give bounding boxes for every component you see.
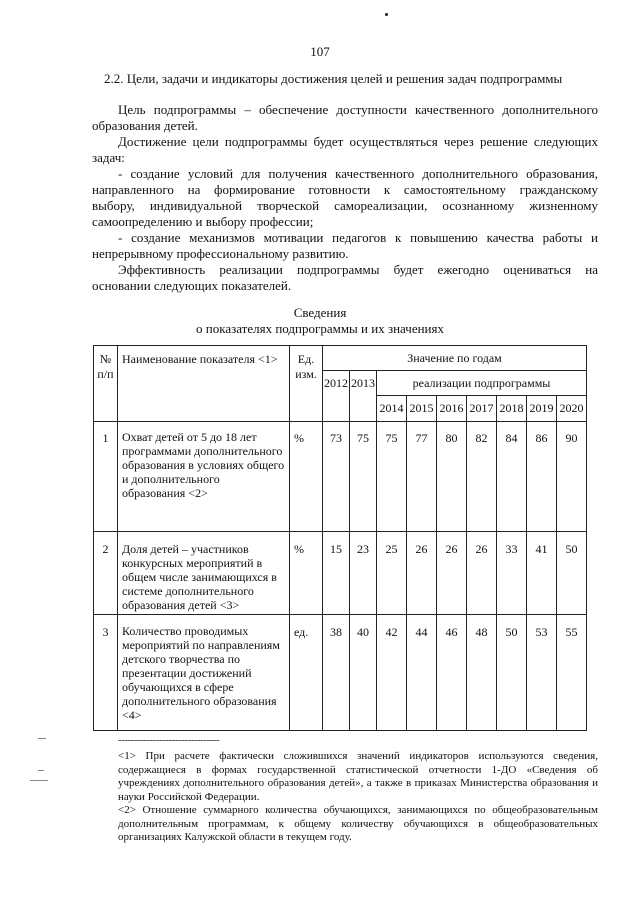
- page-number: 107: [310, 44, 330, 59]
- row-value: 42: [377, 615, 407, 731]
- row-value: 41: [527, 532, 557, 615]
- task1-line-4: самоопределению и выбору профессии;: [92, 214, 314, 229]
- achieve-line-2: задач:: [92, 150, 125, 165]
- header-unit: Ед. изм.: [290, 346, 323, 422]
- row-number: 1: [94, 422, 118, 532]
- table-row: [94, 532, 587, 615]
- row-value: 33: [497, 532, 527, 615]
- table-caption-subtitle: о показателях подпрограммы и их значениях: [196, 321, 444, 336]
- row-value: 77: [407, 422, 437, 532]
- header-year: 2014: [377, 396, 407, 422]
- footnote-2: <2> Отношение суммарного количества обучающихся, занимающихся по общеобразовательным дополнительным программам, к общему количеству обучающихся в общеобразовательных организациях Калужской области в текущем году.: [118, 804, 598, 843]
- row-value: 55: [557, 615, 587, 731]
- row-value: 53: [527, 615, 557, 731]
- row-value: 80: [437, 422, 467, 532]
- row-value: 82: [467, 422, 497, 532]
- row-value: 84: [497, 422, 527, 532]
- row-value: 25: [377, 532, 407, 615]
- effectiveness-line-1: Эффективность реализации подпрограммы будет ежегодно оцениваться на: [118, 262, 598, 277]
- row-value: 48: [467, 615, 497, 731]
- row-value: 38: [323, 615, 350, 731]
- header-year: 2015: [407, 396, 437, 422]
- row-unit: ед.: [290, 615, 323, 731]
- row-indicator-name: Количество проводимых мероприятий по направлениям детского творчества по презентации достижений обучающихся в сфере дополнительного образования <4>: [118, 615, 290, 731]
- table-row: [94, 615, 587, 731]
- goal-line-2: образования детей.: [92, 118, 198, 133]
- scan-mark: [30, 780, 48, 781]
- row-unit: %: [290, 422, 323, 532]
- table-caption-title: Сведения: [293, 305, 347, 320]
- task2-line-1: - создание механизмов мотивации педагогов к повышению качества работы и: [118, 230, 598, 245]
- row-value: 46: [437, 615, 467, 731]
- goal-line-1: Цель подпрограммы – обеспечение доступности качественного дополнительного: [118, 102, 598, 117]
- row-value: 86: [527, 422, 557, 532]
- header-values-by-year: Значение по годам: [323, 346, 587, 371]
- row-value: 26: [437, 532, 467, 615]
- effectiveness-line-2: основании следующих показателей.: [92, 278, 292, 293]
- row-value: 44: [407, 615, 437, 731]
- indicators-table: [93, 345, 587, 731]
- scan-mark: [38, 770, 44, 771]
- row-value: 50: [557, 532, 587, 615]
- header-year: 2016: [437, 396, 467, 422]
- task2-line-2: непрерывному профессиональному развитию.: [92, 246, 349, 261]
- header-year: 2013: [350, 371, 377, 422]
- header-year: 2020: [557, 396, 587, 422]
- row-value: 73: [323, 422, 350, 532]
- row-value: 26: [467, 532, 497, 615]
- header-year: 2018: [497, 396, 527, 422]
- scan-mark: [38, 738, 46, 739]
- footnote-1: <1> При расчете фактически сложившихся значений индикаторов используются сведения, содержащиеся в формах государственной статистической отчетности 1-ДО «Сведения об учреждениях дополнительного образования детей», а также в приказах Министерства образования и науки Российской Федерации.: [118, 750, 598, 803]
- row-value: 90: [557, 422, 587, 532]
- task1-line-1: - создание условий для получения качественного дополнительного образования,: [118, 166, 598, 181]
- header-indicator-name: Наименование показателя <1>: [118, 346, 290, 422]
- header-realization: реализации подпрограммы: [377, 371, 587, 396]
- header-number: № п/п: [94, 346, 118, 422]
- task1-line-2: направленного на формирование готовности к самостоятельному гражданскому: [92, 182, 598, 197]
- row-indicator-name: Доля детей – участников конкурсных мероприятий в общем числе занимающихся в системе дополнительного образования детей <3>: [118, 532, 290, 615]
- row-indicator-name: Охват детей от 5 до 18 лет программами дополнительного образования в условиях общего и дополнительного образования <2>: [118, 422, 290, 532]
- table-row: [94, 422, 587, 532]
- row-value: 40: [350, 615, 377, 731]
- section-heading: 2.2. Цели, задачи и индикаторы достижения целей и решения задач подпрограммы: [104, 71, 563, 86]
- header-year: 2012: [323, 371, 350, 422]
- row-value: 75: [377, 422, 407, 532]
- achieve-line-1: Достижение цели подпрограммы будет осуществляться через решение следующих: [118, 134, 598, 149]
- row-number: 2: [94, 532, 118, 615]
- header-year: 2019: [527, 396, 557, 422]
- row-value: 50: [497, 615, 527, 731]
- task1-line-3: выбору, индивидуальной творческой самореализации, осознанному жизненному: [92, 198, 598, 213]
- row-value: 15: [323, 532, 350, 615]
- row-value: 26: [407, 532, 437, 615]
- row-number: 3: [94, 615, 118, 731]
- footnote-separator: --------------------------------: [118, 734, 220, 746]
- row-value: 75: [350, 422, 377, 532]
- row-unit: %: [290, 532, 323, 615]
- header-year: 2017: [467, 396, 497, 422]
- scan-speck: [385, 13, 388, 16]
- row-value: 23: [350, 532, 377, 615]
